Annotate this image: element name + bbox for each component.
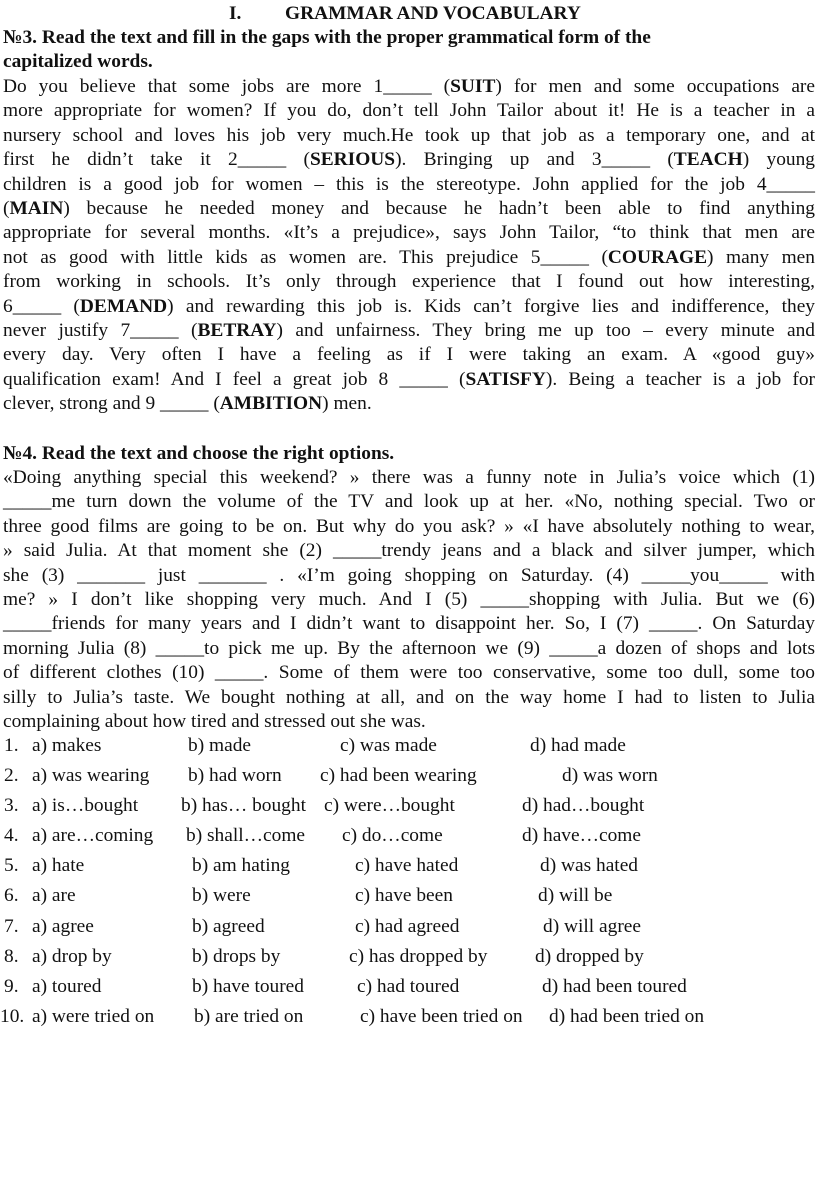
task3-line <box>3 75 815 99</box>
task4-line: » said Julia. At that moment she (2) _____trendy jeans and a black and silver jumper, which <box>3 540 815 562</box>
capitalized-word: BETRAY <box>197 319 277 341</box>
option-a[interactable]: a) is…bought <box>32 795 139 817</box>
option-d[interactable]: d) have…come <box>522 825 641 847</box>
text-segment: clever, strong and 9 _____ ( <box>3 393 220 415</box>
answer-options <box>0 734 816 1035</box>
text-segment: first he didn’t take it 2_____ ( <box>3 149 310 171</box>
text-segment: ( <box>3 197 10 219</box>
option-b[interactable]: b) had worn <box>188 765 282 787</box>
task4-title <box>3 442 815 466</box>
option-c[interactable]: c) were…bought <box>324 795 455 817</box>
option-row <box>0 1005 816 1035</box>
option-c[interactable]: c) has dropped by <box>349 945 488 967</box>
option-c[interactable]: c) have been <box>355 885 453 907</box>
option-d[interactable]: d) was hated <box>540 855 638 877</box>
text-segment: ) and rewarding this job is. Kids can’t forgive lies and indifference, they <box>167 295 815 317</box>
option-b[interactable]: b) am hating <box>192 855 291 877</box>
option-c[interactable]: c) do…come <box>342 825 443 847</box>
text-segment: appropriate for several months. «It’s a prejudice», says John Tailor, “to think that men are <box>3 222 815 244</box>
option-row <box>0 884 816 914</box>
option-b[interactable]: b) made <box>188 735 251 756</box>
option-c[interactable]: c) was made <box>340 735 437 756</box>
option-row <box>0 734 816 764</box>
capitalized-word: COURAGE <box>607 246 708 268</box>
task3-line <box>3 197 815 221</box>
text-segment: Do you believe that some jobs are more 1_____ ( <box>3 76 451 97</box>
capitalized-word: DEMAND <box>79 295 168 317</box>
option-row <box>0 764 816 794</box>
option-row <box>0 854 816 884</box>
option-a[interactable]: a) hate <box>32 855 85 877</box>
option-b[interactable]: b) were <box>192 885 251 907</box>
text-segment: more appropriate for women? If you do, don’t tell John Tailor about it! He is a teacher in a <box>3 100 815 122</box>
task4-line: complaining about how tired and stressed out she was. <box>3 710 426 732</box>
option-row <box>0 945 816 975</box>
task3-line <box>3 246 815 270</box>
option-b[interactable]: b) has… bought <box>181 795 306 817</box>
option-d[interactable]: d) will be <box>538 885 613 907</box>
option-a[interactable]: a) was wearing <box>32 765 150 787</box>
task3-line <box>3 173 815 197</box>
capitalized-word: MAIN <box>9 197 64 219</box>
task3-line <box>3 368 815 392</box>
option-a[interactable]: a) drop by <box>32 945 112 967</box>
task4-line: _____friends for many years and I didn’t want to disappoint her. So, I (7) _____. On Saturday <box>3 613 815 635</box>
option-row <box>0 824 816 854</box>
capitalized-word: SERIOUS <box>309 149 396 171</box>
task4-line: morning Julia (8) _____to pick me up. By the afternoon we (9) _____a dozen of shops and lots <box>3 637 815 659</box>
option-d[interactable]: d) will agree <box>543 915 641 937</box>
text-segment: never justify 7_____ ( <box>3 319 198 341</box>
text-segment: not as good with little kids as women are. This prejudice 5_____ ( <box>3 246 608 268</box>
option-d[interactable]: d) had…bought <box>522 795 645 817</box>
text-segment: ) and unfairness. They bring me up too – every minute and <box>276 319 815 341</box>
task3-line <box>3 99 815 123</box>
task3-line <box>3 319 815 343</box>
text-segment: ) men. <box>322 393 372 415</box>
option-number: 8. <box>4 945 19 967</box>
option-number: 10. <box>0 1005 25 1027</box>
task4-title-line: №4. Read the text and choose the right options. <box>3 443 395 464</box>
text-segment: ). Being a teacher is a job for <box>545 368 815 390</box>
option-b[interactable]: b) shall…come <box>186 825 306 847</box>
task4-line: of different clothes (10) _____. Some of them were too conservative, some too dull, some too <box>3 662 815 684</box>
task3-line <box>3 221 815 245</box>
option-row <box>0 975 816 1005</box>
capitalized-word: SATISFY <box>465 368 546 390</box>
option-c[interactable]: c) had toured <box>357 975 460 997</box>
task4-text <box>3 466 815 734</box>
option-row <box>0 794 816 824</box>
option-a[interactable]: a) are <box>32 885 76 907</box>
option-b[interactable]: b) drops by <box>192 945 281 967</box>
text-segment: ) for men and some occupations are <box>495 76 815 97</box>
capitalized-word: TEACH <box>673 149 743 171</box>
option-number: 4. <box>4 825 19 847</box>
task3-text <box>3 75 815 416</box>
option-d[interactable]: d) dropped by <box>535 945 644 967</box>
option-a[interactable]: a) makes <box>32 735 102 756</box>
task4-line: three good films are going to be on. But why do you ask? » «I have absolutely nothing to wear, <box>3 515 815 537</box>
text-segment: children is a good job for women – this is the stereotype. John applied for the job 4_____ <box>3 173 815 195</box>
text-segment: ) because he needed money and because he hadn’t been able to find anything <box>63 197 815 219</box>
option-b[interactable]: b) have toured <box>192 975 304 997</box>
capitalized-word: SUIT <box>450 76 496 97</box>
option-number: 5. <box>4 855 19 877</box>
task4-line: silly to Julia’s taste. We bought nothing at all, and on the way home I had to listen to Julia <box>3 686 815 708</box>
text-segment: 6_____ ( <box>3 295 80 317</box>
task3-line <box>3 343 815 367</box>
option-a[interactable]: a) are…coming <box>32 825 154 847</box>
option-number: 7. <box>4 915 19 937</box>
option-c[interactable]: c) had agreed <box>355 915 460 937</box>
task3-title-line: №3. Read the text and fill in the gaps with the proper grammatical form of the <box>3 27 651 48</box>
text-segment: qualification exam! And I feel a great job 8 _____ ( <box>3 368 466 390</box>
task4-line: me? » I don’t like shopping very much. And I (5) _____shopping with Julia. But we (6) <box>3 588 815 610</box>
option-d[interactable]: d) had been tried on <box>549 1005 705 1027</box>
option-a[interactable]: a) toured <box>32 975 102 997</box>
text-segment: nursery school and loves his job very much.He took up that job as a temporary one, and at <box>3 124 815 146</box>
option-number: 9. <box>4 975 19 997</box>
section-title: GRAMMAR AND VOCABULARY <box>285 3 581 24</box>
section-heading <box>0 2 816 26</box>
option-b[interactable]: b) agreed <box>192 915 265 937</box>
option-number: 6. <box>4 885 19 907</box>
task3-line <box>3 392 815 416</box>
task3-line <box>3 124 815 148</box>
option-d[interactable]: d) was worn <box>562 765 658 787</box>
option-a[interactable]: a) agree <box>32 915 94 937</box>
text-segment: ) many men <box>707 246 815 268</box>
task4-line: «Doing anything special this weekend? » there was a funny note in Julia’s voice which (1) <box>3 467 815 488</box>
section-number: I. <box>229 3 242 24</box>
option-c[interactable]: c) have been tried on <box>360 1005 523 1027</box>
option-d[interactable]: d) had been toured <box>542 975 687 997</box>
task3-title-line: capitalized words. <box>3 51 153 73</box>
option-c[interactable]: c) had been wearing <box>320 765 477 787</box>
option-row <box>0 915 816 945</box>
task4-line: _____me turn down the volume of the TV and look up at her. «No, nothing special. Two or <box>3 491 815 513</box>
option-d[interactable]: d) had made <box>530 735 626 756</box>
option-a[interactable]: a) were tried on <box>32 1005 155 1027</box>
task3-line <box>3 295 815 319</box>
task3-line <box>3 270 815 294</box>
text-segment: ). Bringing up and 3_____ ( <box>395 149 674 171</box>
text-segment: ) young <box>742 149 815 171</box>
option-number: 3. <box>4 795 19 817</box>
option-c[interactable]: c) have hated <box>355 855 459 877</box>
task3-line <box>3 148 815 172</box>
text-segment: from working in schools. It’s only through experience that I found out how interesting, <box>3 271 815 293</box>
task3-title <box>3 26 815 75</box>
option-b[interactable]: b) are tried on <box>194 1005 304 1027</box>
option-number: 1. <box>4 735 19 756</box>
option-number: 2. <box>4 765 19 787</box>
capitalized-word: AMBITION <box>219 393 323 415</box>
text-segment: every day. Very often I have a feeling as if I were taking an exam. A «good guy» <box>3 344 815 366</box>
task4-line: she (3) _______ just _______ . «I’m going shopping on Saturday. (4) _____you_____ with <box>3 564 815 586</box>
